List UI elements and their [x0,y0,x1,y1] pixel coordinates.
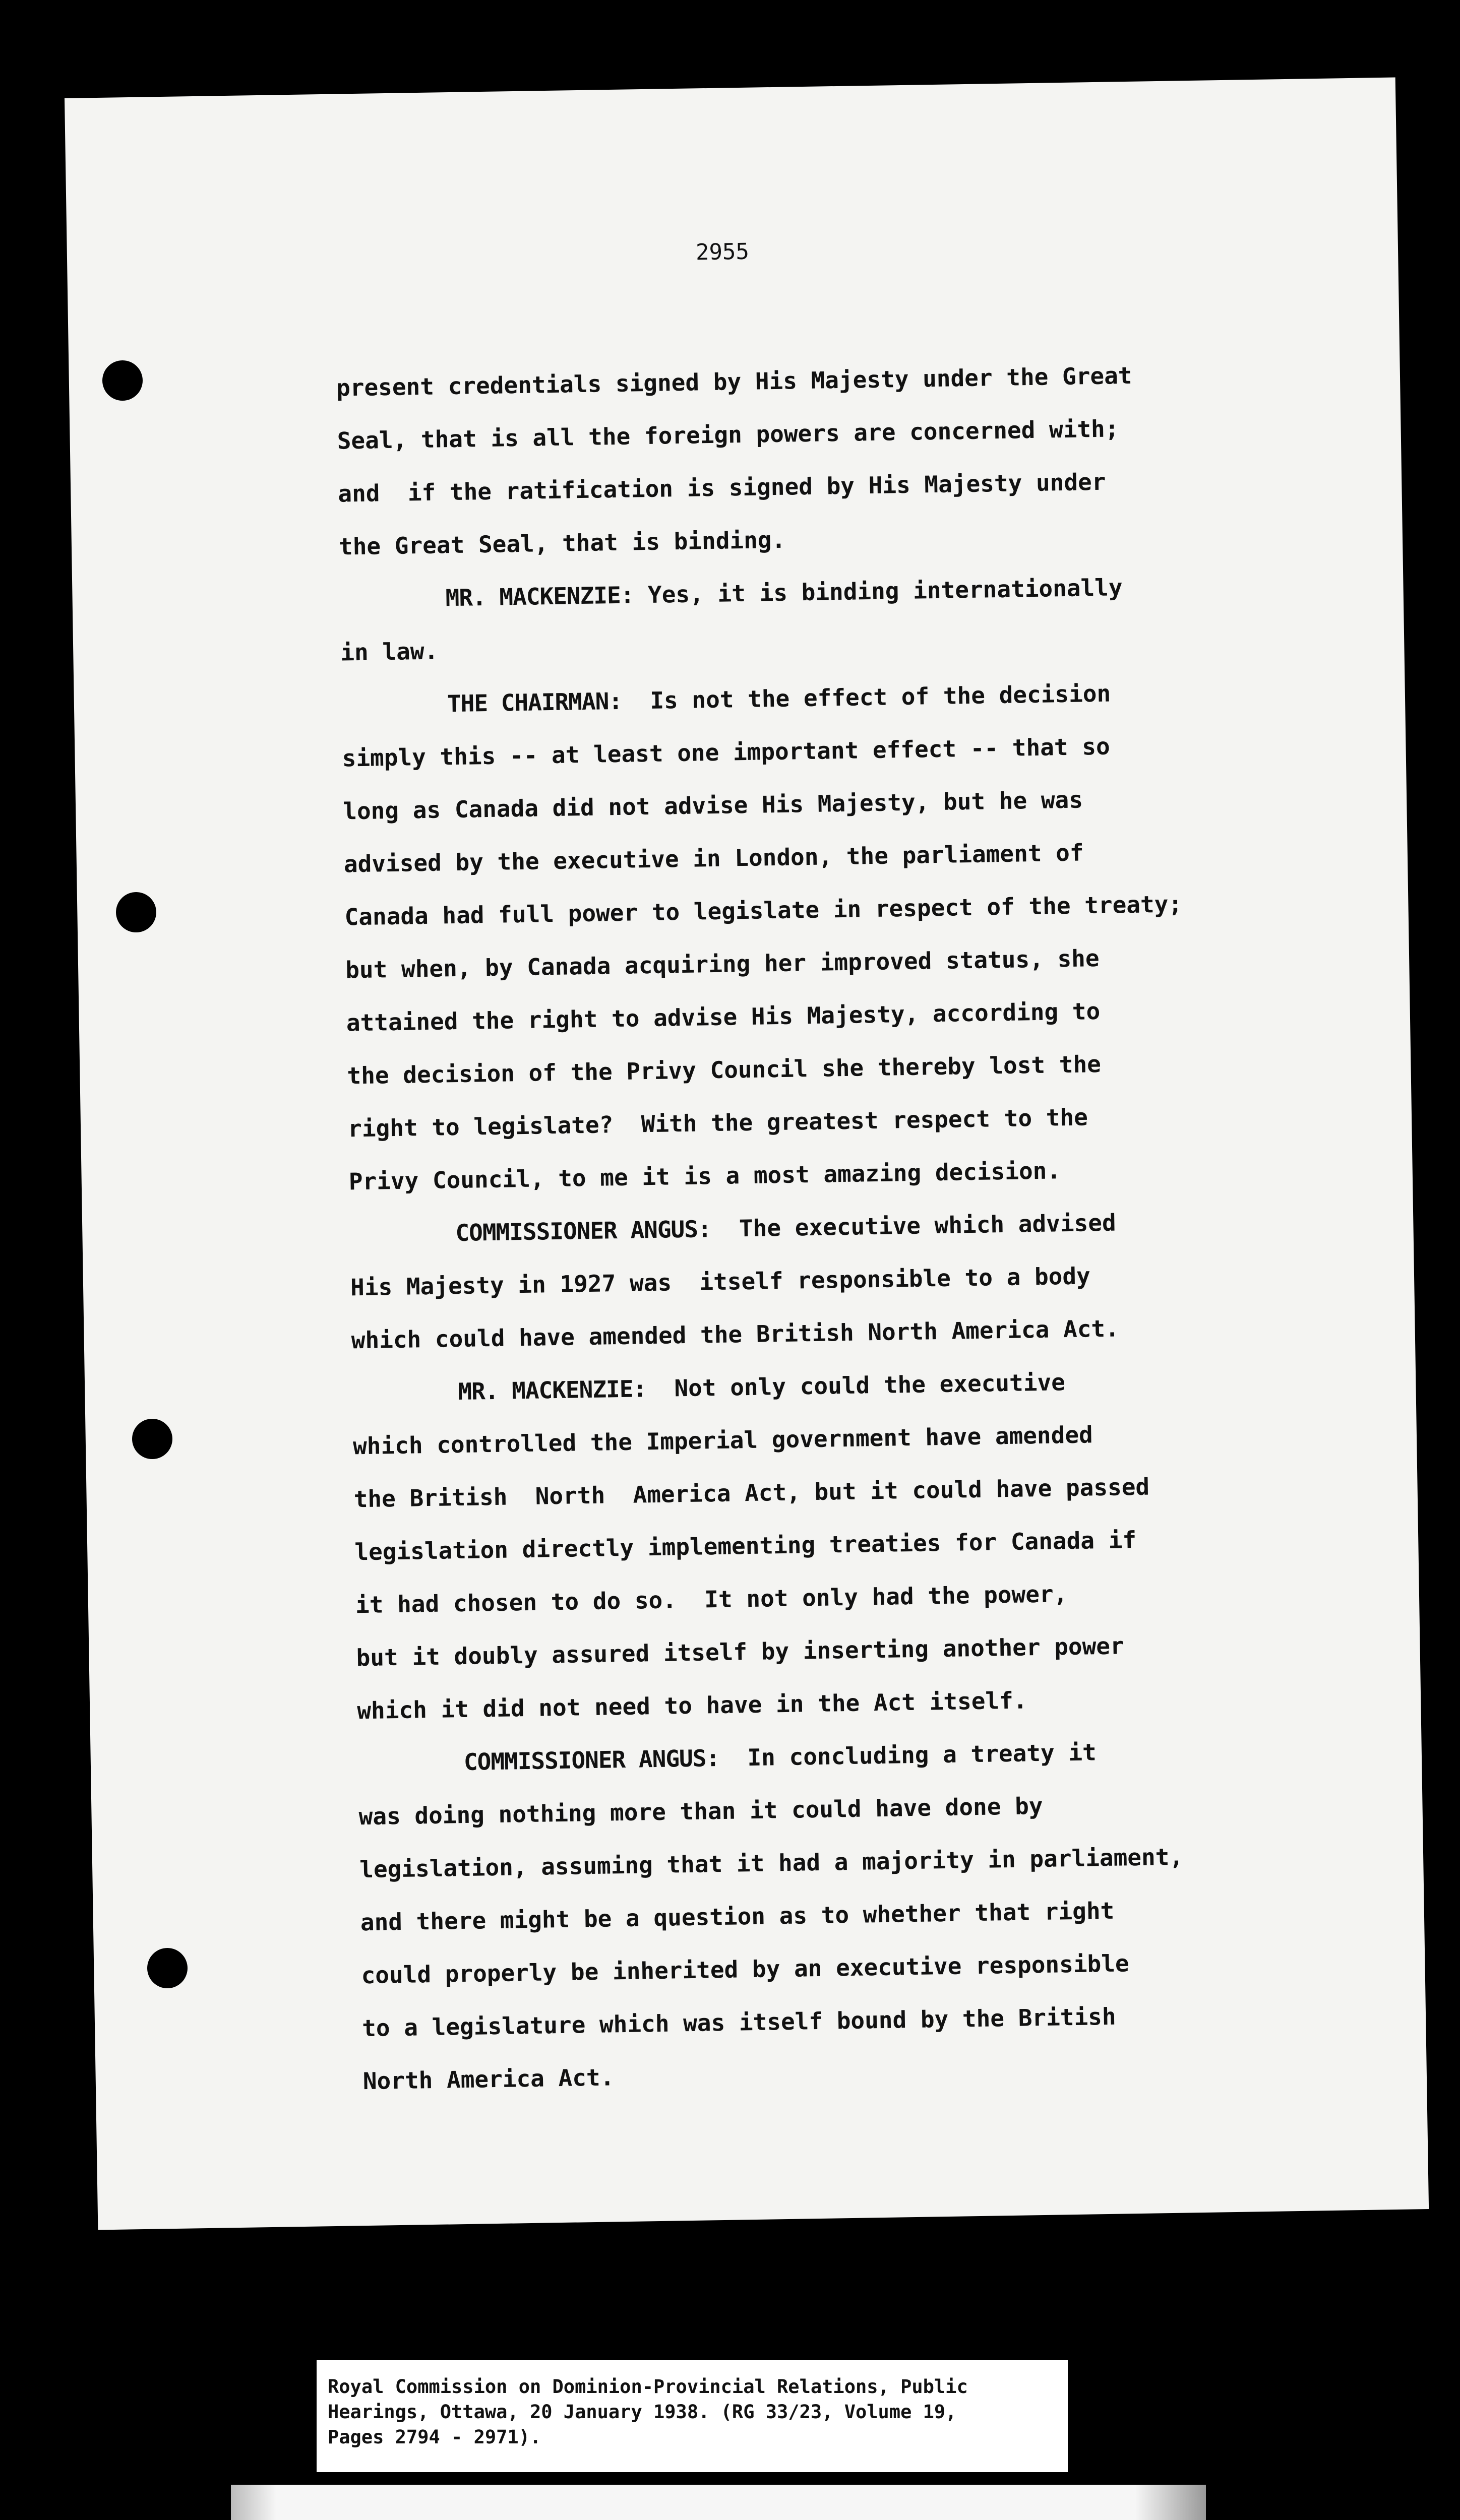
speaker-label: COMMISSIONER ANGUS: [463,1744,720,1776]
speaker-label: MR. MACKENZIE: [445,581,634,612]
caption-line: Hearings, Ottawa, 20 January 1938. (RG 33/23, Volume 19, [328,2401,957,2423]
text-line: in law. [340,637,439,666]
text-line: His Majesty in 1927 was itself responsible to a body [350,1262,1091,1301]
punch-hole-icon [147,1948,188,1988]
text-line: which controlled the Imperial government have amended [352,1421,1093,1460]
text-line: but it doubly assured itself by inserting another power [356,1632,1125,1672]
page-number: 2955 [695,238,750,266]
speech-line [447,679,1111,718]
speech-line [464,1738,1097,1776]
text-line: legislation directly implementing treaties for Canada if [354,1526,1137,1566]
text-line: the Great Seal, that is binding. [338,526,786,560]
text-line: advised by the executive in London, the parliament of [343,839,1084,878]
speech-line [458,1368,1065,1406]
stamp-edge [231,2485,276,2520]
speech-text: Is not the effect of the decision [649,679,1111,714]
caption-line: Royal Commission on Dominion-Provincial Relations, Public [328,2376,968,2398]
archives-stamp [231,2485,1206,2520]
text-line: could properly be inherited by an executive responsible [361,1949,1130,1989]
text-line: Canada had full power to legislate in respect of the treaty; [344,890,1183,931]
text-line: the decision of the Privy Council she thereby lost the [347,1050,1102,1090]
speech-line [445,573,1123,612]
punch-hole-icon [116,892,156,932]
speaker-label: THE CHAIRMAN: [447,687,623,718]
text-line: to a legislature which was itself bound by the British [361,2002,1116,2042]
text-line: was doing nothing more than it could have done by [358,1792,1043,1831]
text-line: present credentials signed by His Majesty under the Great [336,361,1132,402]
text-line: the British North America Act, but it could have passed [353,1473,1150,1513]
speech-line [455,1209,1116,1247]
speech-text: Yes, it is binding internationally [647,574,1123,608]
text-line: but when, by Canada acquiring her improved status, she [345,944,1100,984]
text-line: and there might be a question as to whether that right [360,1897,1115,1936]
speech-text: In concluding a treaty it [747,1738,1097,1772]
punch-hole-icon [132,1419,172,1459]
text-line: attained the right to advise His Majesty, according to [346,997,1101,1037]
archive-caption [317,2360,1068,2472]
speech-text: The executive which advised [739,1209,1117,1242]
text-line: legislation, assuming that it had a majority in parliament, [359,1843,1184,1883]
stamp-edge [1135,2485,1206,2520]
text-line: Seal, that is all the foreign powers are concerned with; [337,415,1119,455]
text-line: right to legislate? With the greatest respect to the [347,1103,1088,1143]
text-line: North America Act. [362,2063,615,2095]
text-line: Privy Council, to me it is a most amazing decision. [348,1157,1061,1195]
text-line: long as Canada did not advise His Majesty, but he was [342,786,1083,825]
text-line: simply this -- at least one important effect -- that so [342,732,1111,772]
speaker-label: COMMISSIONER ANGUS: [455,1215,712,1247]
text-line: which it did not need to have in the Act itself. [356,1686,1027,1725]
punch-hole-icon [102,360,143,401]
caption-line: Pages 2794 - 2971). [328,2426,541,2448]
text-line: and if the ratification is signed by His Majesty under [337,468,1106,508]
text-line: it had chosen to do so. It not only had the power, [355,1580,1068,1619]
speech-text: Not only could the executive [674,1368,1066,1402]
text-line: which could have amended the British North America Act. [351,1314,1120,1354]
document-page [65,78,1429,2230]
speaker-label: MR. MACKENZIE: [457,1375,647,1406]
